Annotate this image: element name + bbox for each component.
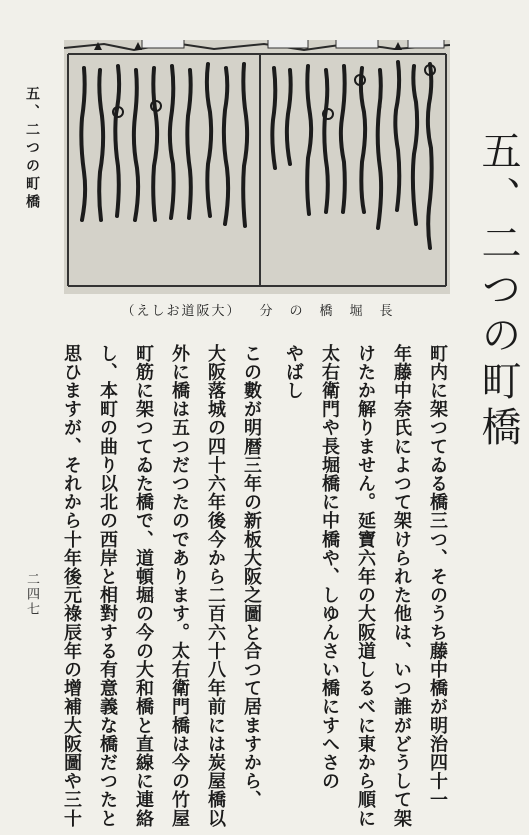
- text-column: けたか解りません。延寶六年の大阪道しるべに東から順に: [355, 344, 376, 828]
- text-column: 太右衛門や長堀橋に中橋や、しゆんさい橋にすへさの: [319, 344, 340, 791]
- text-column: 外に橋は五つだつたのであります。太右衛門橋は今の竹屋: [169, 344, 190, 828]
- caption-source: （えしお道阪大）: [121, 303, 242, 319]
- text-column: 年藤中奈氏によつて架けられた他は、いつ誰がどうして架: [391, 344, 412, 828]
- map-photo-graphic: [64, 40, 450, 294]
- running-head: 五、二つの町橋: [24, 86, 40, 212]
- page-number: 二四七: [24, 572, 39, 617]
- text-column: 町筋に架つてゐた橋で、道頓堀の今の大和橋と直線に連絡: [133, 344, 154, 828]
- figure-caption: [60, 300, 456, 318]
- caption-title: 分 の 橋 堀 長: [259, 303, 395, 319]
- figure-map-photo: [64, 40, 450, 294]
- text-column: 大阪落城の四十六年後今から二百六十八年前には炭屋橋以: [205, 344, 226, 828]
- text-column: やばし: [283, 344, 304, 400]
- text-column: し、本町の曲り以北の西岸と相對する有意義な橋だつたと: [97, 344, 118, 828]
- text-column: 町内に架つてゐる橋三つ、そのうち藤中橋が明治四十一: [427, 344, 448, 809]
- text-column: 思ひますが、それから十年後元祿辰年の增補大阪圖や三十: [61, 344, 82, 828]
- body-text: [56, 344, 452, 828]
- text-column: この數が明暦三年の新板大阪之圖と合つて居ますから、: [241, 344, 262, 809]
- chapter-title: 五、二つの町橋: [475, 130, 521, 452]
